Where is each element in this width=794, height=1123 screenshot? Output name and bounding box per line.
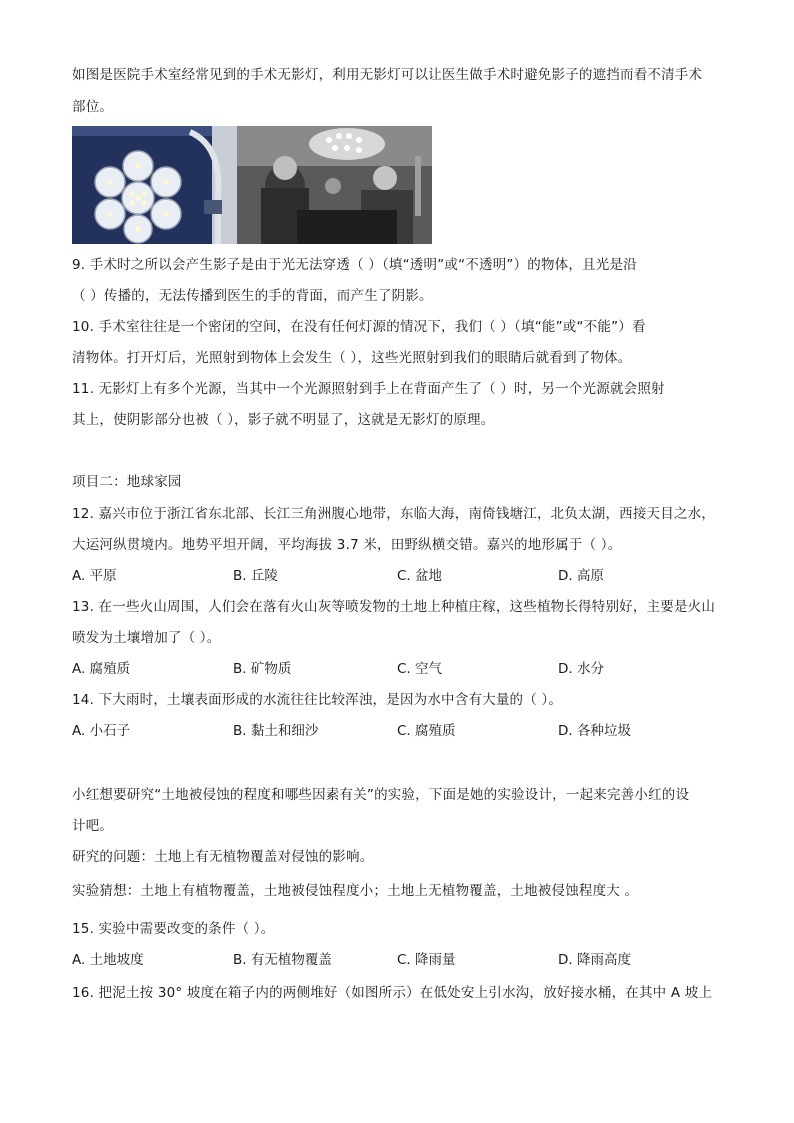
q13-line-2: 喷发为土壤增加了（ ）。 <box>72 630 221 646</box>
q12-option-c: C. 盆地 <box>397 568 443 584</box>
q13-option-d: D. 水分 <box>558 661 604 677</box>
surgery-room-photo <box>237 126 432 244</box>
q10-line-1: 10. 手术室往往是一个密闭的空间，在没有任何灯源的情况下，我们（ ）（填“能”或“不能”）看 <box>72 319 646 335</box>
section-title: 项目二：地球家园 <box>72 474 182 490</box>
q12-option-b: B. 丘陵 <box>233 568 278 584</box>
q12-line-1: 12. 嘉兴市位于浙江省东北部、长江三角洲腹心地带，东临大海，南倚钱塘江，北负太湖，西接天目之水， <box>72 506 716 522</box>
intro-line-2: 部位。 <box>72 99 114 115</box>
q12-option-a: A. 平原 <box>72 568 117 584</box>
intro-line-1: 如图是医院手术室经常见到的手术无影灯，利用无影灯可以让医生做手术时避免影子的遮挡而看不清手术 <box>72 67 703 83</box>
q14-option-b: B. 黏土和细沙 <box>233 723 319 739</box>
q15-option-c: C. 降雨量 <box>397 952 456 968</box>
lamp-illustration <box>72 126 237 244</box>
experiment-question: 研究的问题：土地上有无植物覆盖对侵蚀的影响。 <box>72 849 374 865</box>
q15-option-a: A. 土地坡度 <box>72 952 144 968</box>
q13-option-b: B. 矿物质 <box>233 661 292 677</box>
q12-option-d: D. 高原 <box>558 568 604 584</box>
q15-option-d: D. 降雨高度 <box>558 952 631 968</box>
q14-option-c: C. 腐殖质 <box>397 723 456 739</box>
q15-option-b: B. 有无植物覆盖 <box>233 952 332 968</box>
experiment-line-1: 小红想要研究“土地被侵蚀的程度和哪些因素有关”的实验，下面是她的实验设计，一起来完善小红的设 <box>72 787 690 803</box>
q11-line-2: 其上，使阴影部分也被（ ），影子就不明显了，这就是无影灯的原理。 <box>72 412 495 428</box>
q14-line-1: 14. 下大雨时，土壤表面形成的水流往往比较浑浊，是因为水中含有大量的（ ）。 <box>72 692 563 708</box>
surgery-illustration <box>237 126 432 244</box>
q9-line-2: （ ）传播的，无法传播到医生的手的背面，而产生了阴影。 <box>72 288 433 304</box>
experiment-line-2: 计吧。 <box>72 818 114 834</box>
shadowless-lamp-photos <box>72 126 432 244</box>
q14-option-a: A. 小石子 <box>72 723 131 739</box>
q14-option-d: D. 各种垃圾 <box>558 723 631 739</box>
q16-line-1: 16. 把泥土按 30° 坡度在箱子内的两侧堆好（如图所示）在低处安上引水沟，放好接水桶，在其中 A 坡上 <box>72 985 713 1001</box>
q11-line-1: 11. 无影灯上有多个光源，当其中一个光源照射到手上在背面产生了（ ）时，另一个光源就会照射 <box>72 381 665 397</box>
q10-line-2: 清物体。打开灯后，光照射到物体上会发生（ ），这些光照射到我们的眼睛后就看到了物体。 <box>72 350 632 366</box>
experiment-hypothesis: 实验猜想：土地上有植物覆盖，土地被侵蚀程度小；土地上无植物覆盖，土地被侵蚀程度大 。 <box>72 883 639 899</box>
q9-line-1: 9. 手术时之所以会产生影子是由于光无法穿透（ ）（填“透明”或“不透明”）的物体，且光是沿 <box>72 257 637 273</box>
q13-option-a: A. 腐殖质 <box>72 661 131 677</box>
q15-line-1: 15. 实验中需要改变的条件（ ）。 <box>72 921 275 937</box>
shadowless-lamp-photo <box>72 126 237 244</box>
q13-line-1: 13. 在一些火山周围，人们会在落有火山灰等喷发物的土地上种植庄稼，这些植物长得特别好，主要是火山 <box>72 599 716 615</box>
q13-option-c: C. 空气 <box>397 661 443 677</box>
q12-line-2: 大运河纵贯境内。地势平坦开阔，平均海拔 3.7 米，田野纵横交错。嘉兴的地形属于（ ）。 <box>72 537 622 553</box>
